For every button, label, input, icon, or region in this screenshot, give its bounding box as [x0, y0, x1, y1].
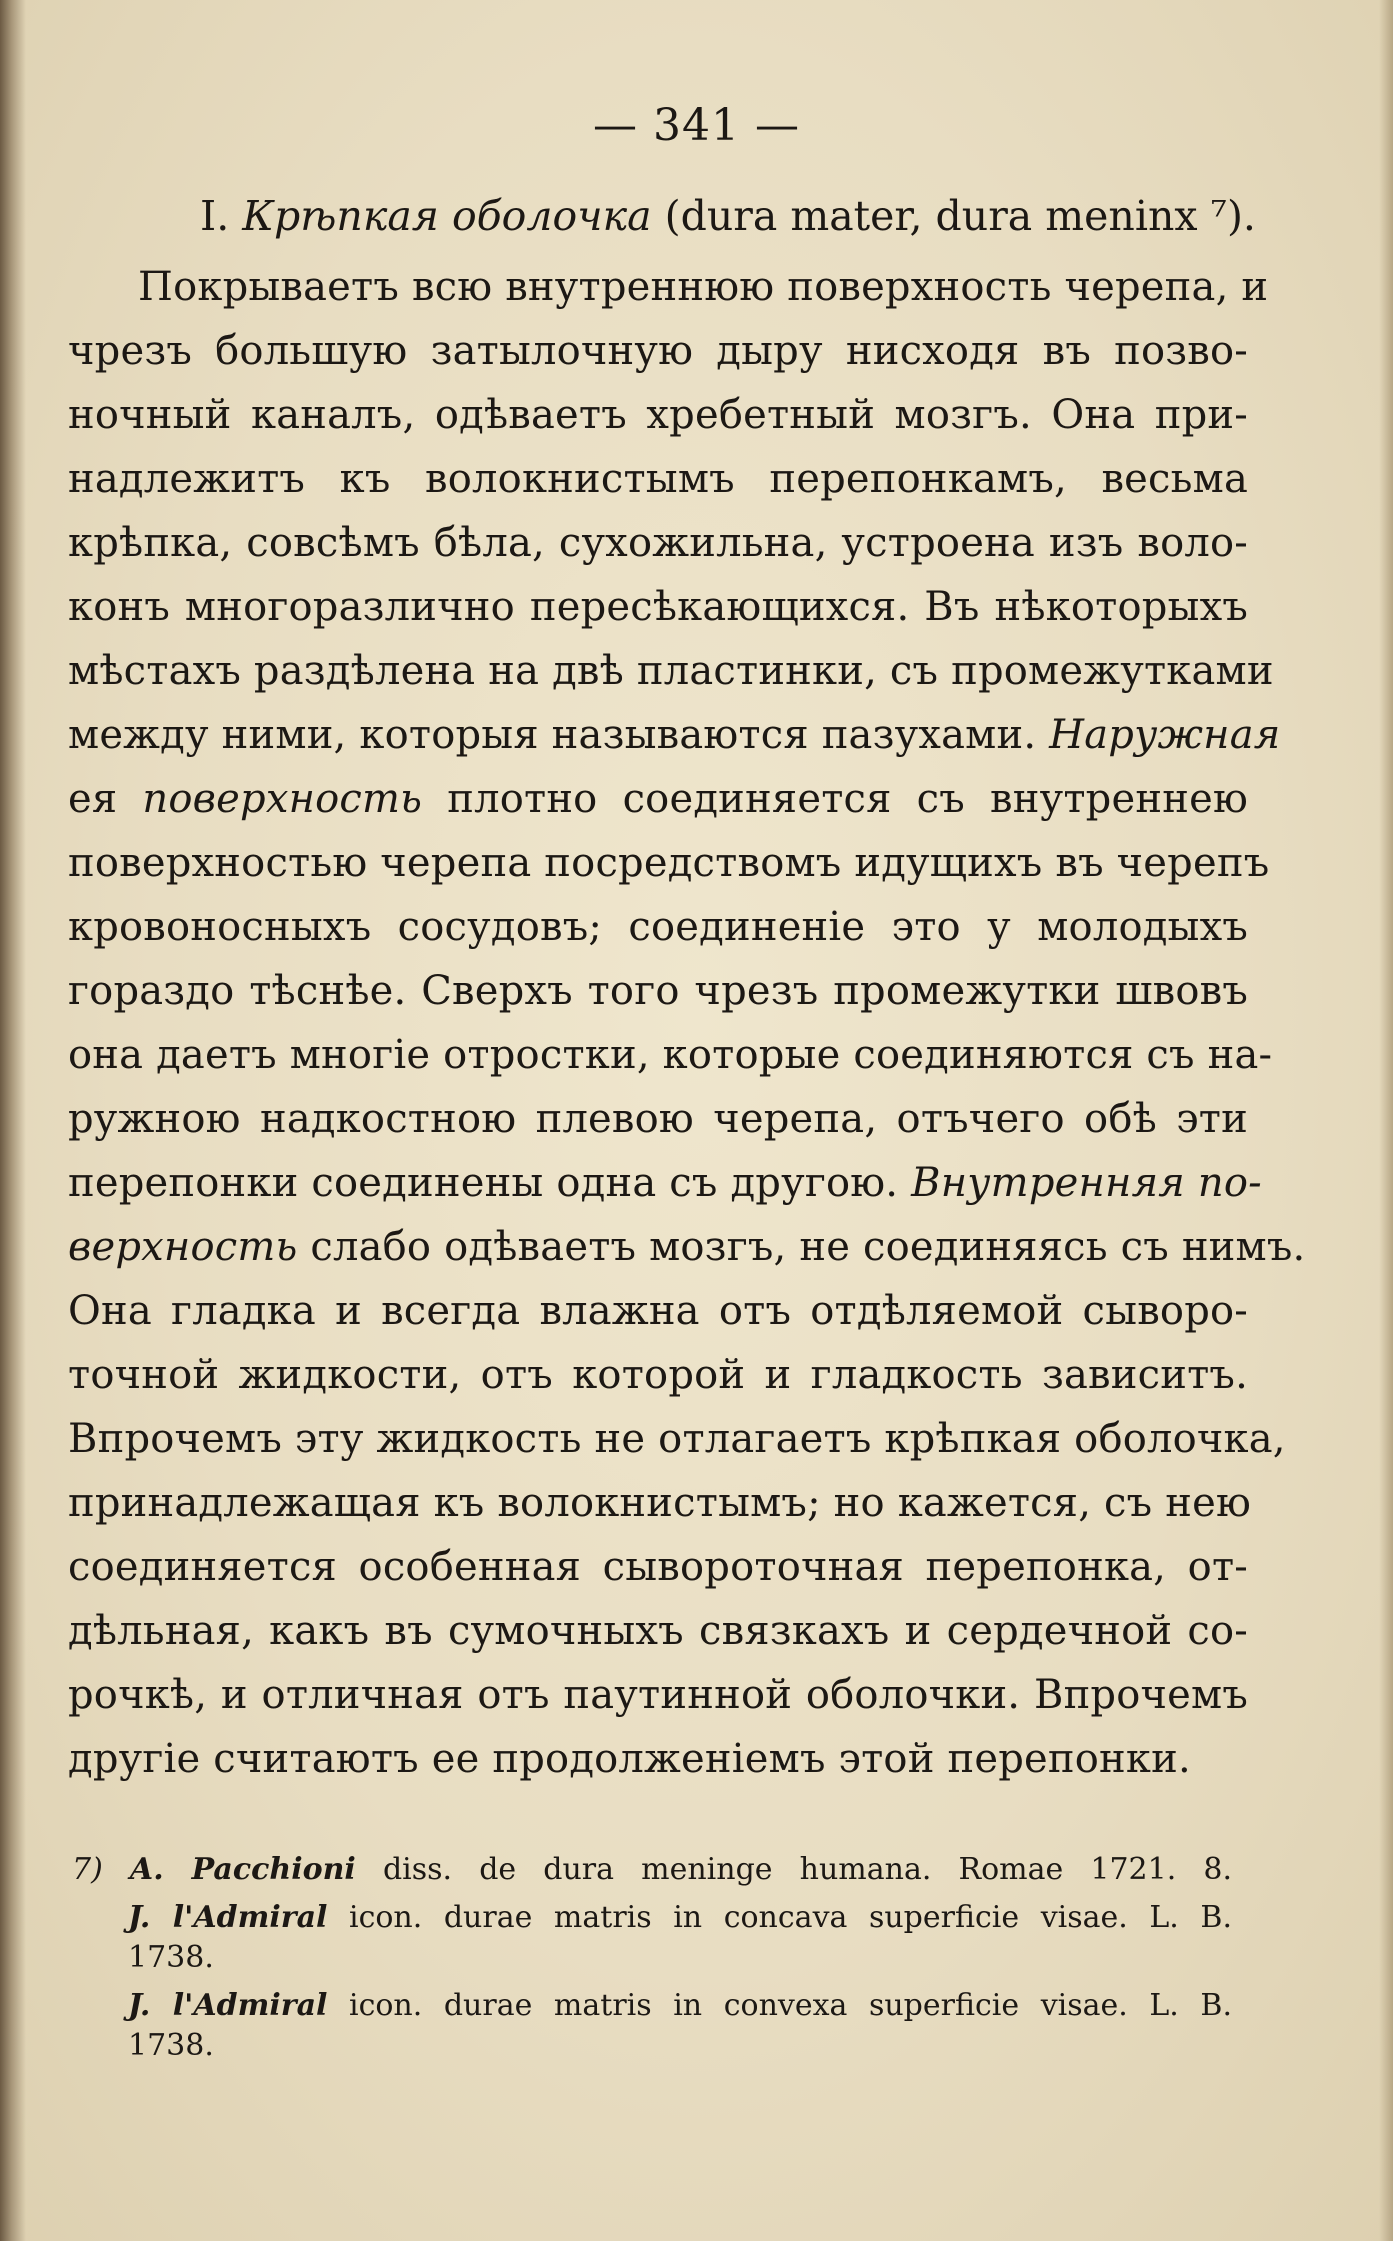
text-line: Покрываетъ всю внутреннюю поверхность черепа, и	[138, 264, 1269, 310]
paragraph	[68, 255, 1306, 1791]
section-title: Крѣпкая оболочка	[242, 192, 652, 240]
text-line: верхность слабо одѣваетъ мозгъ, не соединяясь съ нимъ.	[68, 1224, 1306, 1270]
italic-term: поверхность	[142, 776, 423, 822]
text-line: ружною надкостною плевою черепа, отъчего обѣ эти	[68, 1096, 1248, 1142]
text-line: ея поверхность плотно соединяется съ внутреннею	[68, 776, 1248, 822]
section-numeral: I.	[200, 192, 230, 240]
text-line: рочкѣ, и отличная отъ паутинной оболочки. Впрочемъ	[68, 1672, 1248, 1718]
text-line: крѣпка, совсѣмъ бѣла, сухожильна, устроена изъ воло-	[68, 520, 1248, 566]
italic-term: верхность	[68, 1224, 298, 1270]
text-line: другіе считаютъ ее продолженіемъ этой перепонки.	[68, 1736, 1191, 1782]
footnote-continuation: 1738.	[128, 1940, 214, 1975]
section-heading	[200, 192, 1256, 240]
text-line: Она гладка и всегда влажна отъ отдѣляемой сыворо-	[68, 1288, 1248, 1334]
text-line: надлежитъ къ волокнистымъ перепонкамъ, весьма	[68, 456, 1248, 502]
footnote-entry: J. l'Admiral icon. durae matris in convexa superficie visae. L. B.	[128, 1988, 1232, 2023]
page-number: — 341 —	[593, 100, 800, 151]
text-line: она даетъ многіе отростки, которые соединяются съ на-	[68, 1032, 1273, 1078]
footnote-author: J. l'Admiral	[128, 1900, 328, 1935]
footnote-entry: 7) A. Pacchioni diss. de dura meninge humana. Romae 1721. 8.	[72, 1852, 1232, 1887]
footnote-author: J. l'Admiral	[128, 1988, 328, 2023]
text-line: мѣстахъ раздѣлена на двѣ пластинки, съ промежутками	[68, 648, 1274, 694]
text-line: конъ многоразлично пересѣкающихся. Въ нѣкоторыхъ	[68, 584, 1248, 630]
footnote-entry: J. l'Admiral icon. durae matris in concava superficie visae. L. B.	[128, 1900, 1232, 1935]
footnote-continuation: 1738.	[128, 2028, 214, 2063]
text-line: поверхностью черепа посредствомъ идущихъ въ черепъ	[68, 840, 1270, 886]
footnotes	[72, 1850, 1232, 2066]
footnote-author: A. Pacchioni	[129, 1852, 356, 1887]
text-line: между ними, которыя называются пазухами. Наружная	[68, 712, 1281, 758]
text-line: гораздо тѣснѣе. Сверхъ того чрезъ промежутки швовъ	[68, 968, 1248, 1014]
text-line: дѣльная, какъ въ сумочныхъ связкахъ и сердечной со-	[68, 1608, 1248, 1654]
text-line: соединяется особенная сывороточная перепонка, от-	[68, 1544, 1248, 1590]
text-line: ночный каналъ, одѣваетъ хребетный мозгъ. Она при-	[68, 392, 1248, 438]
text-line: принадлежащая къ волокнистымъ; но кажется, съ нею	[68, 1480, 1251, 1526]
italic-term: Наружная	[1049, 712, 1281, 758]
page-edge-shadow	[1379, 0, 1393, 2241]
text-line: точной жидкости, отъ которой и гладкость зависитъ.	[68, 1352, 1248, 1398]
text-line: чрезъ большую затылочную дыру нисходя въ позво-	[68, 328, 1248, 374]
page-binding-shadow	[0, 0, 26, 2241]
text-line: перепонки соединены одна съ другою. Внутренняя по-	[68, 1160, 1262, 1206]
text-line: Впрочемъ эту жидкость не отлагаетъ крѣпкая оболочка,	[68, 1416, 1286, 1462]
section-latin-name: (dura mater, dura meninx ⁷).	[664, 192, 1256, 240]
text-line: кровоносныхъ сосудовъ; соединеніе это у молодыхъ	[68, 904, 1248, 950]
italic-term: Внутренняя по-	[911, 1160, 1262, 1206]
footnote-marker: 7)	[72, 1852, 103, 1887]
